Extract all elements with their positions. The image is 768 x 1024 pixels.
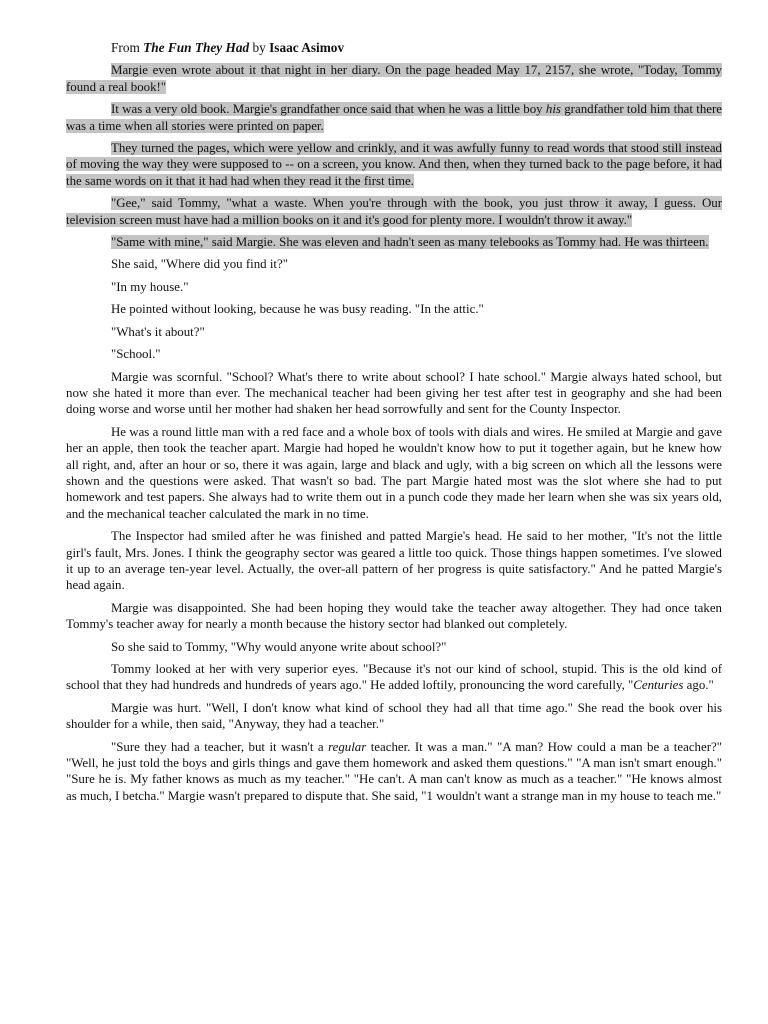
paragraph <box>66 301 722 317</box>
paragraph-text: Margie even wrote about it that night in her diary. On the page headed May 17, 2157, she wrote, "Today, Tommy found a real book!" <box>66 63 722 94</box>
paragraph-text: "What's it about?" <box>111 324 205 339</box>
paragraph <box>66 424 722 522</box>
paragraph-text: Margie was scornful. "School? What's there to write about school? I hate school." Margie always hated school, but now she hated it more than ever. The mechanical teacher had been giving her test after test in geography and she had been doing worse and worse until her mother had shaken her head sorrowfully and sent for the County Inspector. <box>66 369 722 417</box>
paragraph <box>66 324 722 340</box>
paragraph <box>66 101 722 134</box>
paragraph <box>66 195 722 228</box>
document-page <box>66 40 722 810</box>
paragraph-text: "School." <box>111 347 161 362</box>
paragraph <box>66 346 722 362</box>
paragraph-text: He was a round little man with a red face and a whole box of tools with dials and wires. He smiled at Margie and gave her an apple, then took the teacher apart. Margie had hoped he wouldn't know how to put it together again, but he knew how all right, and, after an hour or so, there it was again, large and black and ugly, with a big screen on which all the lessons were shown and the questions were asked. That wasn't so bad. The part Margie hated most was the slot where she had to put homework and test papers. She always had to write them out in a punch code they made her learn when she was six years old, and the mechanical teacher calculated the mark in no time. <box>66 424 722 521</box>
paragraph-text: The Inspector had smiled after he was finished and patted Margie's head. He said to her mother, "It's not the little girl's fault, Mrs. Jones. I think the geography sector was geared a little too quick. Those things happen sometimes. I've slowed it up to an average ten-year level. Actually, the over-all pattern of her progress is quite satisfactory." And he patted Margie's head again. <box>66 529 722 593</box>
paragraph <box>66 528 722 594</box>
paragraph <box>66 639 722 655</box>
paragraph-text: She said, "Where did you find it?" <box>111 257 288 272</box>
paragraph-text: He pointed without looking, because he was busy reading. "In the attic." <box>111 302 484 317</box>
story-title: The Fun They Had <box>143 40 250 55</box>
emphasized-word: regular <box>328 739 367 754</box>
paragraph <box>66 700 722 733</box>
paragraph-text: "In my house." <box>111 279 189 294</box>
emphasized-word: his <box>545 102 561 117</box>
paragraph-text: It was a very old book. Margie's grandfather once said that when he was a little boy his grandfather told him that there was a time when all stories were printed on paper. <box>66 102 722 133</box>
paragraph-text: "Same with mine," said Margie. She was eleven and hadn't seen as many telebooks as Tommy had. He was thirteen. <box>111 235 709 250</box>
source-heading <box>66 40 722 56</box>
paragraph <box>66 600 722 633</box>
paragraph-text: They turned the pages, which were yellow and crinkly, and it was awfully funny to read words that stood still instead of moving the way they were supposed to -- on a screen, you know. And then, when they turned back to the page before, it had the same words on it that it had had when they read it the first time. <box>66 141 722 188</box>
paragraph <box>66 256 722 272</box>
paragraph <box>66 62 722 95</box>
paragraph-text: So she said to Tommy, "Why would anyone write about school?" <box>111 639 447 654</box>
paragraph <box>66 369 722 418</box>
story-body <box>66 62 722 804</box>
paragraph-text: Margie was hurt. "Well, I don't know what kind of school they had all that time ago." She read the book over his shoulder for a while, then said, "Anyway, they had a teacher." <box>66 700 722 732</box>
heading-from: From <box>111 40 140 55</box>
paragraph-text: "Sure they had a teacher, but it wasn't a regular teacher. It was a man." "A man? How could a man be a teacher?" "Well, he just told the boys and girls things and gave them homework and asked them questions." "A man isn't smart enough." "Sure he is. My father knows as much as my teacher." "He can't. A man can't know as much as a teacher." "He knows almost as much, I betcha." Margie wasn't prepared to dispute that. She said, "1 wouldn't want a strange man in my house to teach me." <box>66 739 722 803</box>
paragraph <box>66 234 722 250</box>
paragraph-text: "Gee," said Tommy, "what a waste. When you're through with the book, you just throw it away, I guess. Our television screen must have had a million books on it and it's good for plenty more. I wouldn't throw it away." <box>66 196 722 227</box>
paragraph <box>66 279 722 295</box>
heading-by: by <box>252 40 266 55</box>
paragraph-text: Margie was disappointed. She had been hoping they would take the teacher away altogether. They had once taken Tommy's teacher away for nearly a month because the history sector had blanked out completely. <box>66 600 722 632</box>
paragraph <box>66 140 722 189</box>
emphasized-word: Centuries <box>633 678 684 693</box>
story-author: Isaac Asimov <box>269 40 345 55</box>
paragraph <box>66 661 722 694</box>
paragraph-text: Tommy looked at her with very superior eyes. "Because it's not our kind of school, stupid. This is the old kind of school that they had hundreds and hundreds of years ago." He added loftily, pronouncing the word carefully, "Centuries ago." <box>66 662 722 693</box>
paragraph <box>66 739 722 805</box>
